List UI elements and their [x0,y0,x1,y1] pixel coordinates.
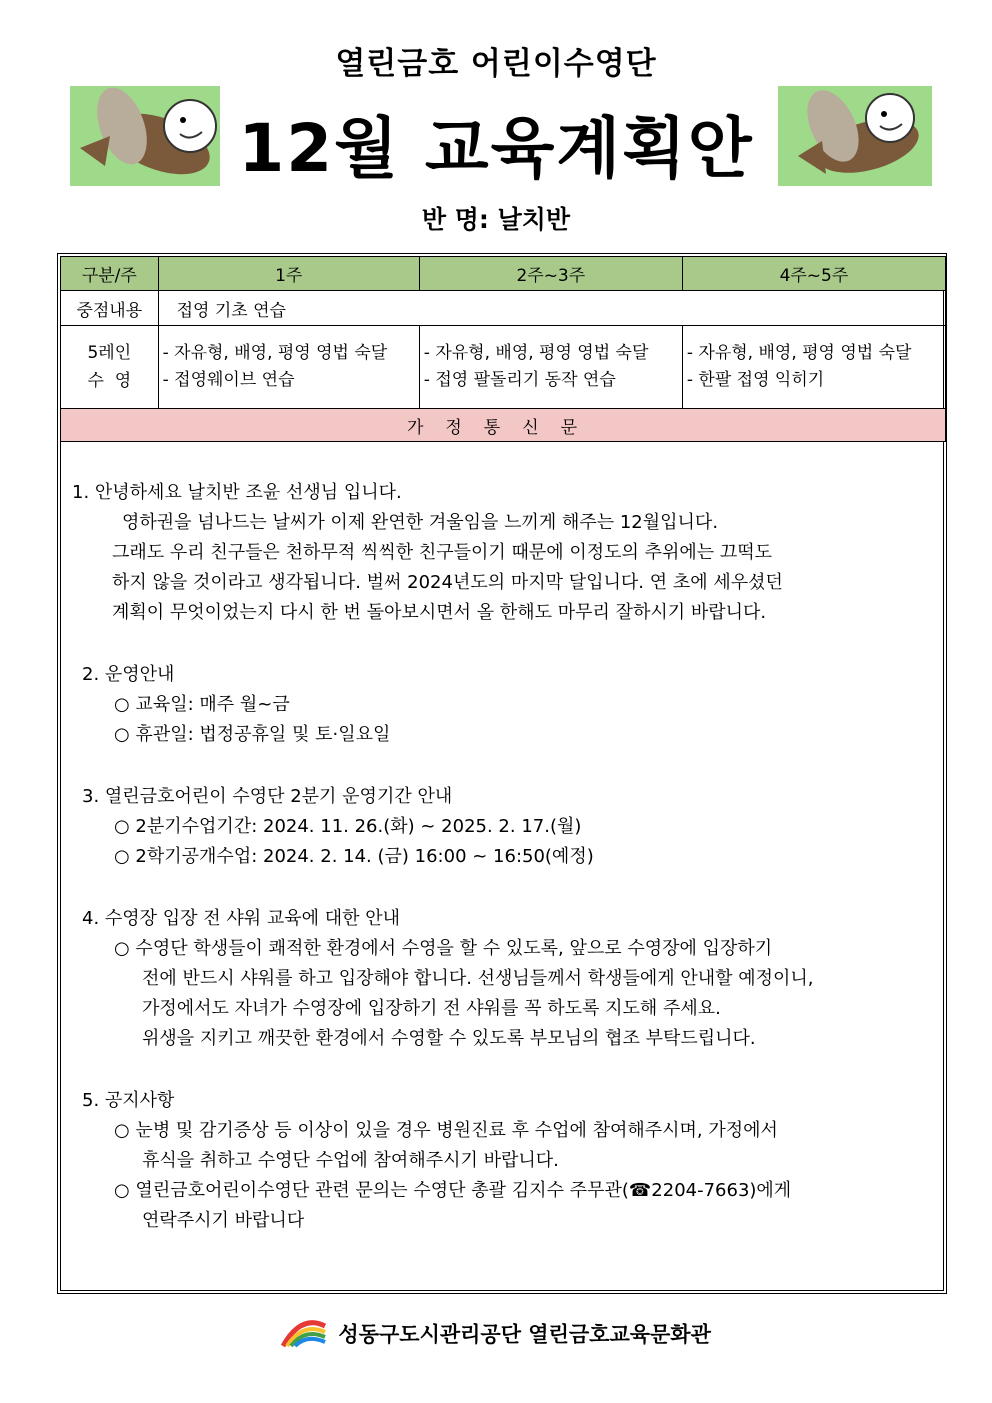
table-header-row [61,257,946,291]
rainbow-logo-icon [281,1318,327,1353]
focus-row [61,291,946,326]
focus-label: 중점내용 [61,291,159,326]
class-name: 반 명: 날치반 [421,205,571,234]
comm-title: 가정통신문 [61,409,946,442]
org-name: 열린금호 어린이수영단 [335,46,657,82]
section1-line: 그래도 우리 친구들은 천하무적 씩씩한 친구들이기 때문에 이정도의 추위에는 끄떡도 [112,542,773,563]
section3-item: ○ 2학기공개수업: 2024. 2. 14. (금) 16:00 ~ 16:50(예정) [114,846,594,867]
section4-title: 4. 수영장 입장 전 샤워 교육에 대한 안내 [82,908,401,929]
list-item: - 접영 팔돌리기 동작 연습 [423,370,616,390]
section1-line: 하지 않을 것이라고 생각됩니다. 벌써 2024년도의 마지막 달입니다. 연 초에 세우셨던 [112,572,783,593]
lane-week4-5 [682,326,945,409]
list-item: - 접영웨이브 연습 [162,370,295,390]
header-week4-5: 4주~5주 [682,257,945,291]
lane-label-line1: 5레인 [87,343,132,363]
lane-week2-3 [419,326,682,409]
section5-title: 5. 공지사항 [82,1090,175,1111]
section2-item: ○ 교육일: 매주 월~금 [114,694,290,715]
section4-line: 가정에서도 자녀가 수영장에 입장하기 전 샤워를 꼭 하도록 지도해 주세요. [142,998,721,1019]
letter-body [72,478,932,1236]
list-item: - 자유형, 배영, 평영 영법 숙달 [162,343,388,363]
header-week2-3: 2주~3주 [419,257,682,291]
lane-row [61,326,946,409]
section5-line: 연락주시기 바랍니다 [142,1210,305,1231]
document-title: 12월 교육계획안 [238,110,754,187]
lane-label-line2: 수 영 [87,371,132,391]
section1-line: 계획이 무엇이었는지 다시 한 번 돌아보시면서 올 한해도 마무리 잘하시기 바랍니다. [112,602,767,623]
section2-item: ○ 휴관일: 법정공휴일 및 토·일요일 [114,724,391,745]
section3-title: 3. 열린금호어린이 수영단 2분기 운영기간 안내 [82,786,453,807]
section1-line: 영하권을 넘나드는 날씨가 이제 완연한 겨울임을 느끼게 해주는 12월입니다. [122,512,719,533]
footer-org: 성동구도시관리공단 열린금호교육문화관 [338,1322,711,1347]
footer [0,1318,992,1353]
list-item: - 자유형, 배영, 평영 영법 숙달 [686,343,912,363]
section5-item: ○ 눈병 및 감기증상 등 이상이 있을 경우 병원진료 후 수업에 참여해주시며, 가정에서 [114,1120,778,1141]
section1-title: 1. 안녕하세요 날치반 조윤 선생님 입니다. [72,482,402,503]
lane-label [61,326,159,409]
section4-line: 전에 반드시 샤워를 하고 입장해야 합니다. 선생님들께서 학생들에게 안내할 예정이니, [142,968,814,989]
lane-week1 [158,326,419,409]
focus-value: 접영 기초 연습 [158,291,945,326]
list-item: - 자유형, 배영, 평영 영법 숙달 [423,343,649,363]
list-item: - 한팔 접영 익히기 [686,370,825,390]
section2-title: 2. 운영안내 [82,664,175,685]
section5-line: 휴식을 취하고 수영단 수업에 참여해주시기 바랍니다. [142,1150,559,1171]
header-category: 구분/주 [61,257,159,291]
section4-line: 위생을 지키고 깨끗한 환경에서 수영할 수 있도록 부모님의 협조 부탁드립니다. [142,1028,756,1049]
section3-item: ○ 2분기수업기간: 2024. 11. 26.(화) ~ 2025. 2. 17.(월) [114,816,582,837]
comm-header-row [61,409,946,442]
plan-table [60,256,946,442]
section5-item: ○ 열린금호어린이수영단 관련 문의는 수영단 총괄 김지수 주무관(☎2204-7663)에게 [114,1180,792,1201]
section4-item: ○ 수영단 학생들이 쾌적한 환경에서 수영을 할 수 있도록, 앞으로 수영장에 입장하기 [114,938,773,959]
header-week1: 1주 [158,257,419,291]
